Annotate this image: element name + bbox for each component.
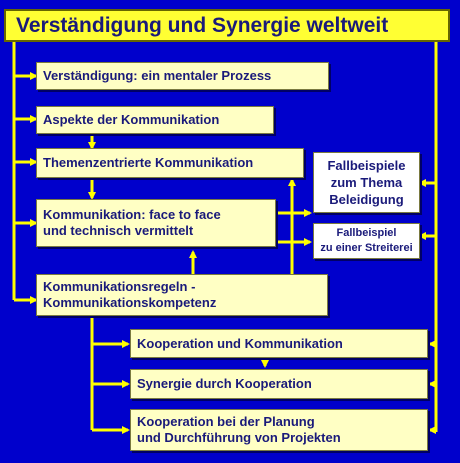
box-synergie[interactable] xyxy=(130,369,428,399)
box-label: Synergie durch Kooperation xyxy=(137,376,312,391)
box-label: Kooperation und Kommunikation xyxy=(137,335,343,351)
box-label: Themenzentrierte Kommunikation xyxy=(43,155,254,170)
side-label-line1: Fallbeispiel xyxy=(336,227,397,239)
side-box-streiterei[interactable] xyxy=(313,223,420,259)
box-kommunikation-face[interactable] xyxy=(36,199,276,247)
box-label: Aspekte der Kommunikation xyxy=(43,112,220,127)
box-kooperation-planung[interactable] xyxy=(130,409,428,451)
side-box-fallbeispiele[interactable] xyxy=(313,152,420,213)
box-aspekte[interactable] xyxy=(36,106,274,134)
box-label-line2: und Durchführung von Projekten xyxy=(137,430,341,445)
box-label-line2: Kommunikationskompetenz xyxy=(43,295,217,310)
box-verstaendigung[interactable] xyxy=(36,62,329,90)
box-label-line1: Kommunikation: face to face xyxy=(43,207,221,222)
box-kommunikationsregeln[interactable] xyxy=(36,274,328,316)
box-label: Verständigung: ein mentaler Prozess xyxy=(43,68,272,83)
box-label-line2: und technisch vermittelt xyxy=(43,223,194,238)
page-title: Verständigung und Synergie weltweit xyxy=(4,9,450,42)
box-label-line1: Kommunikationsregeln - xyxy=(43,279,196,294)
side-label-line3: Beleidigung xyxy=(329,192,404,207)
box-label-line1: Kooperation bei der Planung xyxy=(137,414,315,429)
box-themenzentrierte[interactable] xyxy=(36,148,304,178)
side-label-line1: Fallbeispiele xyxy=(327,158,406,173)
side-label-line2: zum Thema xyxy=(330,175,403,190)
side-label-line2: zu einer Streiterei xyxy=(320,242,413,254)
box-kooperation-kommunikation[interactable] xyxy=(130,329,428,358)
